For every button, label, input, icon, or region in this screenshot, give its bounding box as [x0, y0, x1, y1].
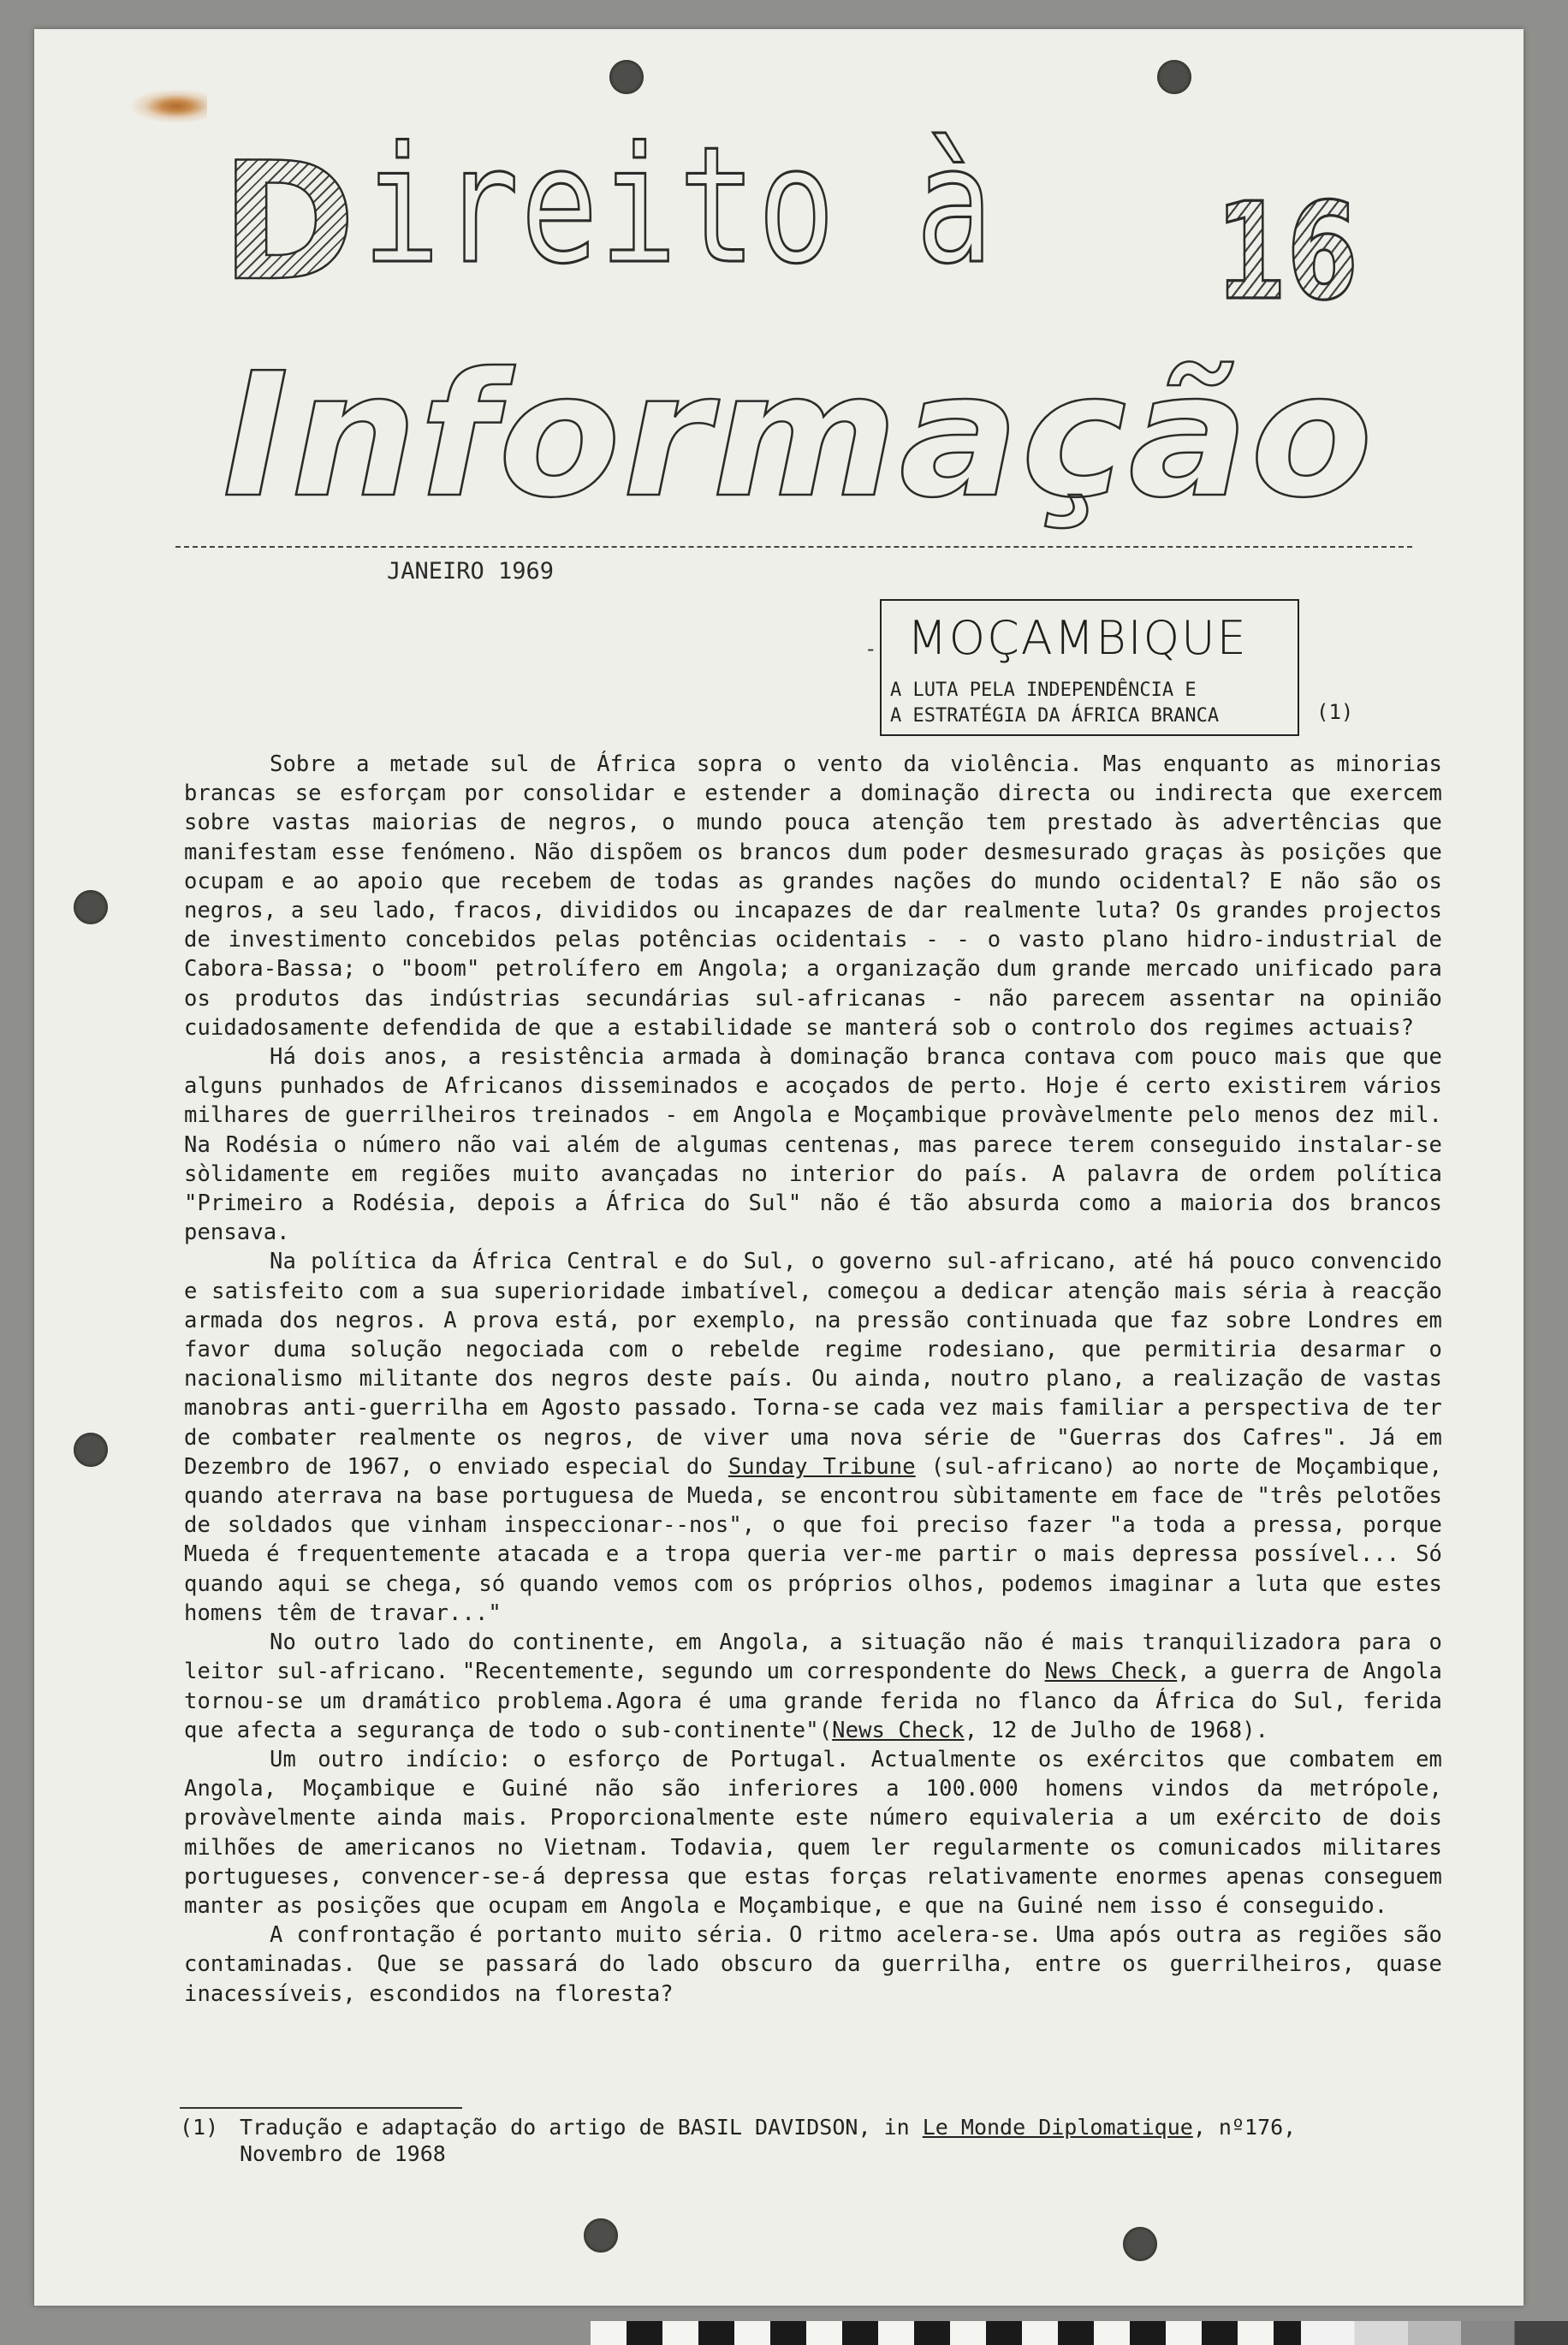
paragraph-text: , 12 de Julho de 1968). — [964, 1717, 1269, 1743]
paragraph-text: Na política da África Central e do Sul, o governo sul-africano, até há pouco convencido e satisfeito com a sua superioridade imbatível, começou a dedicar atenção mais séria à reacção armada dos negros. A prova está, por exemplo, na pressão continuada que faz sobre Londres em favor duma solução negociada com o rebelde regime rodesiano, que permitiria desarmar o nacionalismo militante dos negros deste país. Ou ainda, noutro plano, a realização de vastas manobras anti-guerrilha em Agosto passado. Torna-se cada vez mais familiar a perspectiva de ter de combater realmente os negros, de viver uma nova série de "Guerras dos Cafres". Já em Dezembro de 1967, o enviado especial do — [184, 1249, 1442, 1480]
punch-hole — [74, 1433, 108, 1467]
paragraph: A confrontação é portanto muito séria. O ritmo acelera-se. Uma após outra as regiões são contaminadas. Que se passará do lado obscuro da guerrilha, entre os guerrilheiros, quase inacessíveis, escondidos na floresta? — [184, 1922, 1442, 2007]
masthead-rule — [175, 546, 1412, 548]
paragraph-text: No outro lado do continente, em Angola, a situação não é mais tranquilizadora para o leitor sul-africano. "Recentemente, segundo um correspondente do — [184, 1630, 1442, 1685]
masthead-title-rest: ireito à — [362, 113, 995, 300]
paragraph: Sobre a metade sul de África sopra o vento da violência. Mas enquanto as minorias brancas se esforçam por consolidar e estender a dominação directa ou indirecta que exercem sobre vastas maiorias de negros, o mundo pouca atenção tem prestado às advertências que manifestam esse fenómeno. Não dispõem os brancos dum poder desmesurado graças às posições que ocupam e ao apoio que recebem de todas as grandes nações do mundo ocidental? E não são os negros, a seu lado, fracos, divididos ou incapazes de dar realmente luta? Os grandes projectos de investimento concebidos pelas potências ocidentais - - o vasto plano hidro-industrial de Cabora-Bassa; o "boom" petrolífero em Angola; a organização dum grande mercado unificado para os produtos das indústrias secundárias sul-africanas - não parecem assentar na opinião cuidadosamente defendida de que a estabilidade se manterá sob o controlo dos regimes actuais? — [184, 751, 1442, 1041]
article-body — [184, 750, 1442, 2009]
gray-scale-bar — [1301, 2321, 1568, 2345]
footnote-text: Tradução e adaptação do artigo de BASIL DAVIDSON, in — [240, 2115, 910, 2140]
rust-stain — [130, 89, 207, 123]
footnote-mark: (1) — [180, 2115, 219, 2140]
stamp-subtitle-line1: A LUTA PELA INDEPENDÊNCIA E — [890, 680, 1197, 701]
paragraph-text: (sul-africano) ao norte de Moçambique, quando aterrava na base portuguesa de Mueda, se encontrou sùbitamente em face de "três pelotões de soldados que vinham inspeccionar--nos", o que foi preciso fazer "a toda a pressa, porque Mueda é frequentemente atacada e a tropa queria ver-me partir o mais depressa possível... Só quando aqui se chega, só quando vemos com os próprios olhos, podemos imaginar a luta que estes homens têm de travar..." — [184, 1453, 1443, 1626]
masthead-title-line1 — [221, 113, 995, 317]
paragraph — [184, 1628, 1442, 1745]
punch-hole — [1123, 2227, 1157, 2261]
stamp-subtitle-line2: A ESTRATÉGIA DA ÁFRICA BRANCA — [890, 705, 1220, 727]
footnote-reference: (1) — [1316, 700, 1354, 724]
footnote — [180, 2114, 1412, 2167]
footnote-line2: Novembro de 1968 — [240, 2141, 446, 2166]
newspaper-title: News Check — [1044, 1659, 1178, 1685]
paragraph-text: , a guerra de Angola tornou-se um dramático problema.Agora é uma grande ferida no flanco da África do Sul, ferida que afecta a segurança de todo o sub-continente"( — [184, 1659, 1443, 1743]
punch-hole — [74, 890, 108, 924]
footnote-text: , nº176, — [1192, 2115, 1297, 2140]
punch-hole — [584, 2218, 618, 2253]
stamp-title: MOÇAMBIQUE — [907, 611, 1248, 665]
newspaper-title: Sunday Tribune — [728, 1453, 916, 1480]
masthead-title-informacao: Informação — [223, 336, 1375, 536]
paragraph — [184, 1247, 1442, 1628]
footnote-source: Le Monde Diplomatique — [922, 2115, 1193, 2140]
footnote-rule — [180, 2107, 462, 2109]
stamp-dash: - — [864, 637, 877, 661]
paragraph: Um outro indício: o esforço de Portugal. Actualmente os exércitos que combatem em Angola, Moçambique e Guiné não são inferiores a 100.000 homens vindos da metrópole, provàvelmente ainda mais. Proporcionalmente este número equivaleria a um exército de dois milhões de americanos no Vietnam. Todavia, quem ler regularmente os comunicados militares portugueses, convencer-se-á depressa que estas forças relativamente enormes apenas conseguem manter as posições que ocupam em Angola e Moçambique, e que na Guiné nem isso é conseguido. — [184, 1746, 1442, 1919]
issue-date: JANEIRO 1969 — [387, 558, 555, 585]
punch-hole — [1157, 60, 1191, 94]
paragraph: Há dois anos, a resistência armada à dominação branca contava com pouco mais que que alguns punhados de Africanos disseminados e acoçados de perto. Hoje é certo existirem vários milhares de guerrilheiros treinados - em Angola e Moçambique provàvelmente pelo menos dez mil. Na Rodésia o número não vai além de algumas centenas, mas parece terem conseguido instalar-se sòlidamente em regiões muito avançadas no interior do país. A palavra de ordem política "Primeiro a Rodésia, depois a África do Sul" não é tão absurda como a maioria dos brancos pensava. — [184, 1044, 1442, 1246]
masthead-title-line2 — [223, 336, 1438, 536]
masthead-initial: D — [221, 128, 358, 317]
newspaper-title: News Check — [832, 1717, 965, 1743]
issue-number: 16 — [1215, 175, 1358, 330]
section-stamp — [880, 599, 1299, 736]
punch-hole — [609, 60, 644, 94]
